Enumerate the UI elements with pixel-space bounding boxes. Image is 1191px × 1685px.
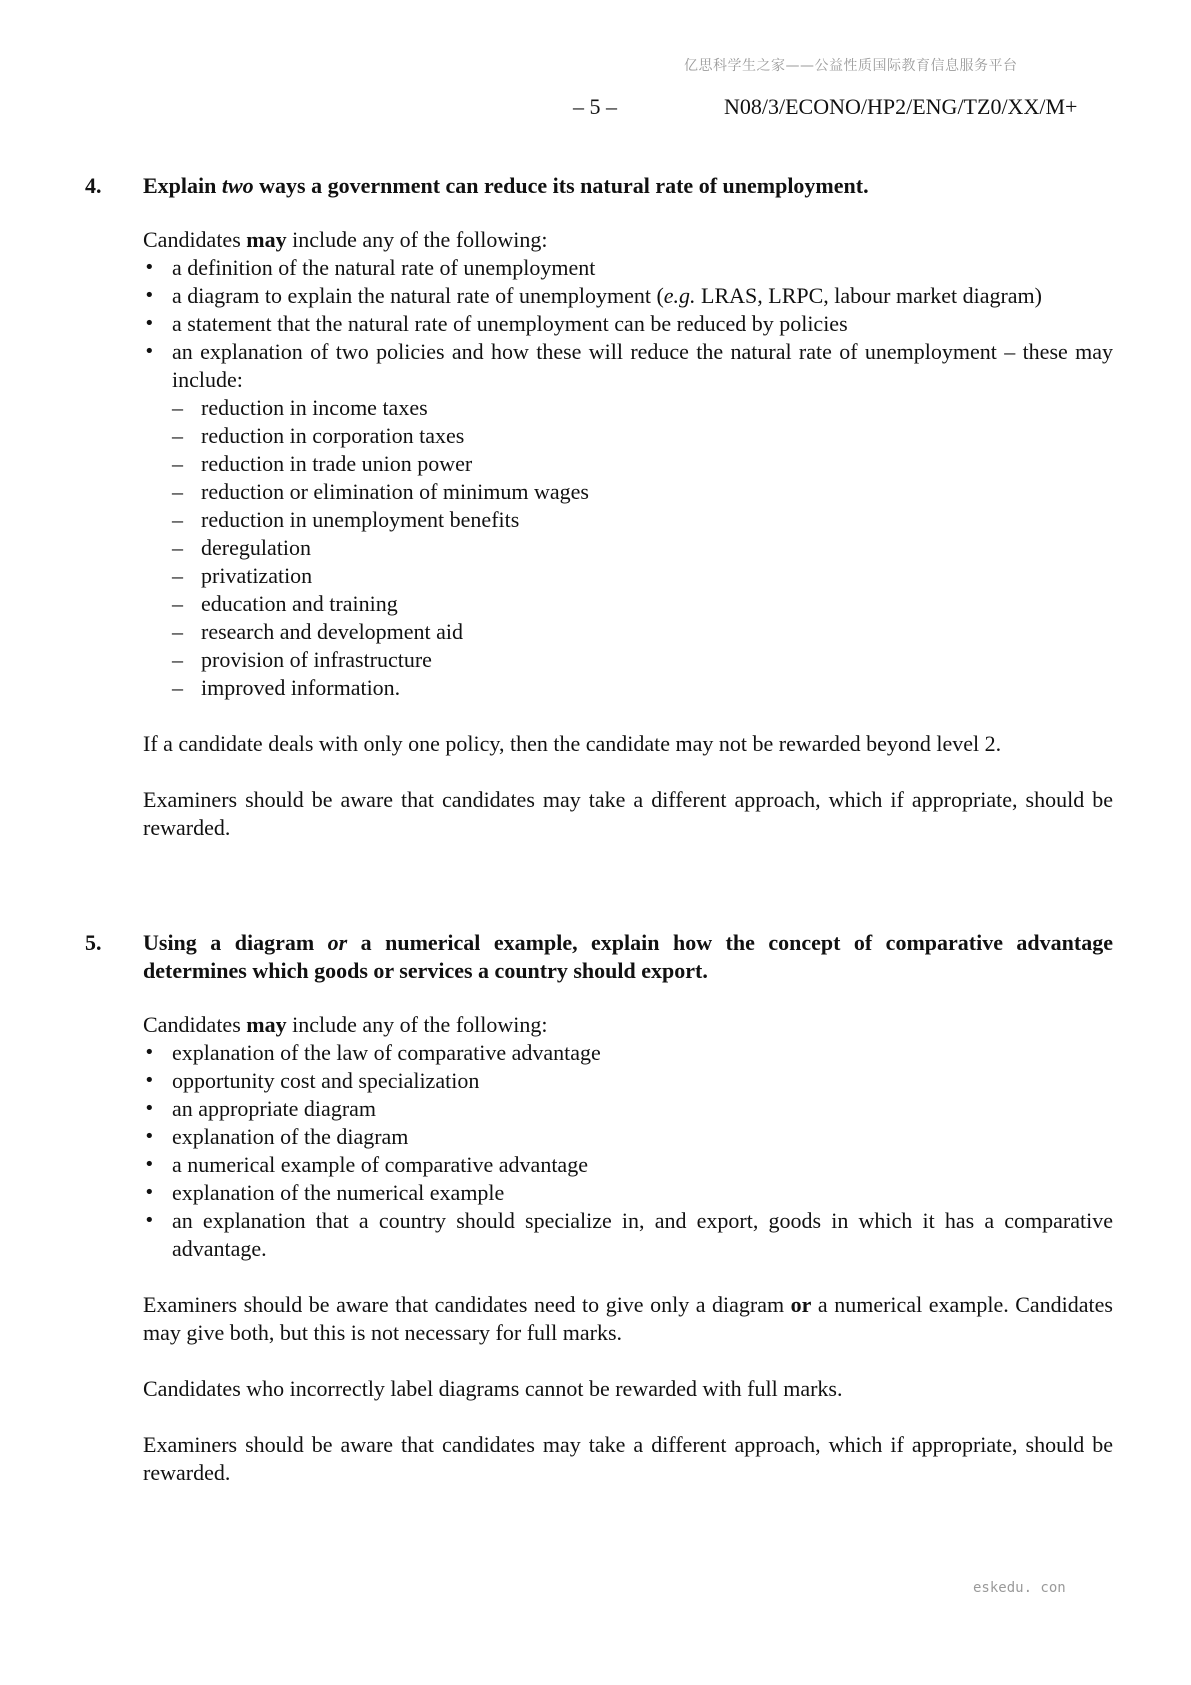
- question-4-title: Explain two ways a government can reduce its natural rate of unemployment.: [143, 173, 869, 198]
- question-5-intro: Candidates may include any of the following:: [143, 1012, 548, 1037]
- list-item: • a definition of the natural rate of unemployment: [143, 254, 1113, 282]
- list-item: • a statement that the natural rate of unemployment can be reduced by policies: [143, 310, 1113, 338]
- list-item: • a diagram to explain the natural rate of unemployment (e.g. LRAS, LRPC, labour market diagram): [143, 282, 1113, 310]
- question-5-note-1: Examiners should be aware that candidates need to give only a diagram or a numerical example. Candidates may give both, but this is not necessary for full marks.: [143, 1292, 1113, 1345]
- list-item: • opportunity cost and specialization: [143, 1067, 1113, 1095]
- policy-item: – education and training: [172, 590, 1113, 618]
- question-4-intro: Candidates may include any of the following:: [143, 227, 548, 252]
- list-item: • explanation of the diagram: [143, 1123, 1113, 1151]
- question-5-note-2: Candidates who incorrectly label diagrams cannot be rewarded with full marks.: [143, 1376, 843, 1401]
- list-item: • explanation of the numerical example: [143, 1179, 1113, 1207]
- paper-code: N08/3/ECONO/HP2/ENG/TZ0/XX/M+: [724, 94, 1078, 119]
- policy-item: – research and development aid: [172, 618, 1113, 646]
- list-item: • a numerical example of comparative advantage: [143, 1151, 1113, 1179]
- question-4-heading: [85, 172, 1113, 200]
- list-item: • an explanation of two policies and how these will reduce the natural rate of unemployment – these may include: – reduction in income taxes – reduction in corporation taxes – reduction in trade union power – reduction or elimination of minimum wages – reduction in unemployment benefits – deregulation – privatization – education and training – research and development aid – provision of infrastructure – improved information.: [143, 338, 1113, 702]
- policy-item: – provision of infrastructure: [172, 646, 1113, 674]
- question-5-number: 5.: [85, 930, 102, 955]
- list-item: • explanation of the law of comparative advantage: [143, 1039, 1113, 1067]
- question-5-bullet-list: [143, 1039, 1113, 1263]
- question-4: [85, 172, 1113, 842]
- question-4-bullet-list: [143, 254, 1113, 702]
- question-5: [85, 929, 1113, 1487]
- policy-item: – deregulation: [172, 534, 1113, 562]
- question-4-note-1: If a candidate deals with only one policy, then the candidate may not be rewarded beyond level 2.: [143, 731, 1002, 756]
- policy-item: – reduction in unemployment benefits: [172, 506, 1113, 534]
- policy-item: – improved information.: [172, 674, 1113, 702]
- policy-list: [172, 394, 1113, 702]
- question-5-note-3: Examiners should be aware that candidates may take a different approach, which if appropriate, should be rewarded.: [143, 1432, 1113, 1485]
- policy-item: – reduction in trade union power: [172, 450, 1113, 478]
- list-item: • an appropriate diagram: [143, 1095, 1113, 1123]
- question-5-heading: [85, 929, 1113, 985]
- question-4-note-2: Examiners should be aware that candidates may take a different approach, which if appropriate, should be rewarded.: [143, 787, 1113, 840]
- list-item: • an explanation that a country should specialize in, and export, goods in which it has a comparative advantage.: [143, 1207, 1113, 1263]
- page-number: – 5 –: [573, 94, 617, 119]
- policy-item: – reduction or elimination of minimum wages: [172, 478, 1113, 506]
- question-4-number: 4.: [85, 173, 102, 198]
- policy-item: – privatization: [172, 562, 1113, 590]
- watermark-top: 亿思科学生之家——公益性质国际教育信息服务平台: [684, 58, 1018, 74]
- policy-item: – reduction in income taxes: [172, 394, 1113, 422]
- watermark-bottom: eskedu. con: [973, 1580, 1066, 1596]
- question-5-title: Using a diagram or a numerical example, explain how the concept of comparative advantage determines which goods or services a country should export.: [143, 930, 1113, 983]
- policy-item: – reduction in corporation taxes: [172, 422, 1113, 450]
